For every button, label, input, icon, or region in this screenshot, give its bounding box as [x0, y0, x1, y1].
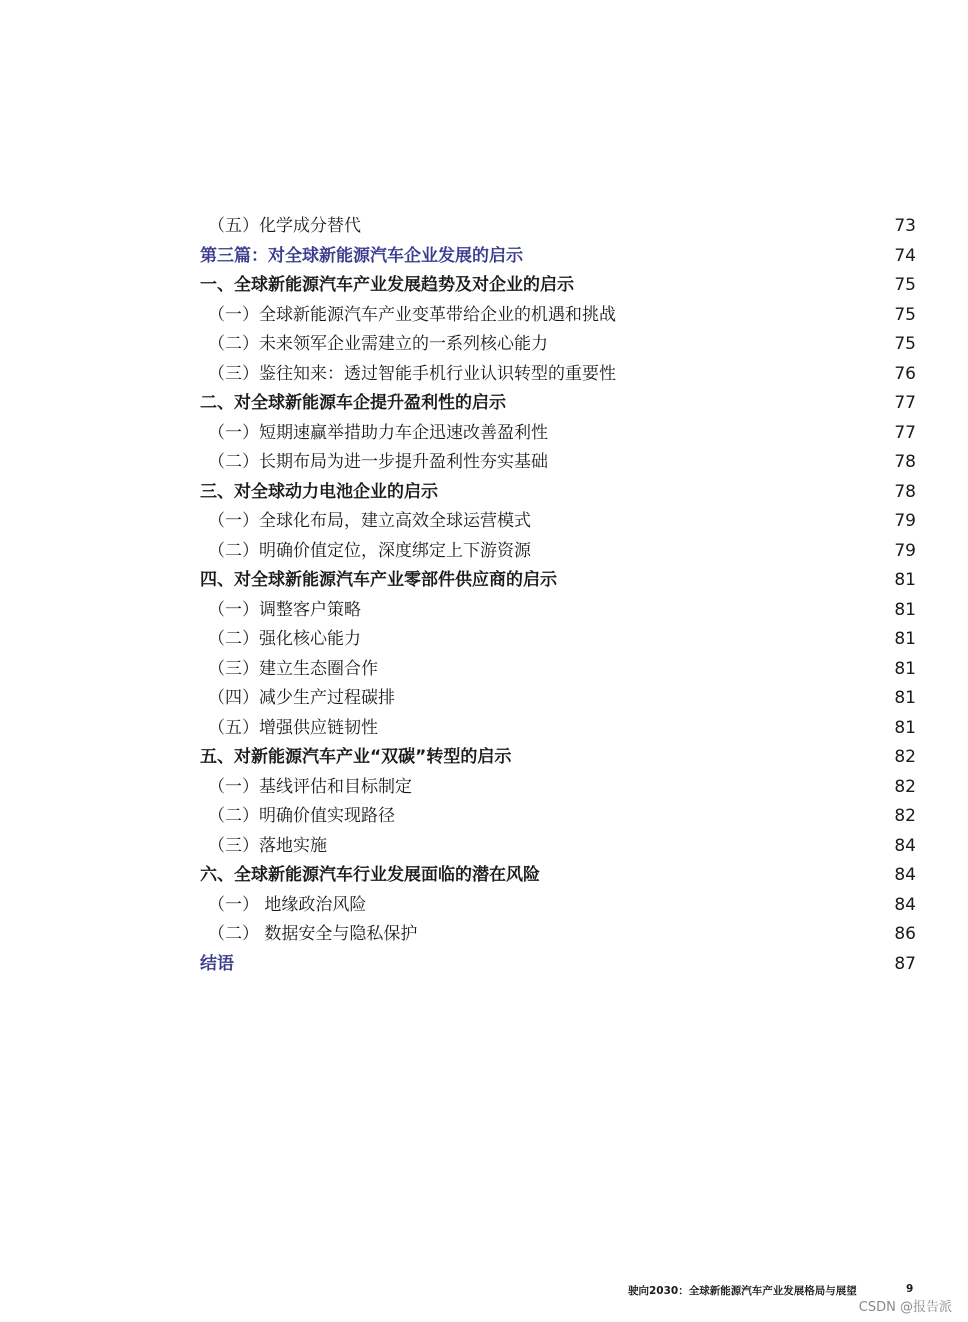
toc-entry-title: （三）建立生态圈合作 — [208, 658, 378, 679]
toc-entry-title: （二）明确价值实现路径 — [208, 806, 395, 826]
toc-row[interactable] — [200, 566, 916, 596]
toc-page-number: 81 — [894, 658, 916, 679]
toc-row[interactable] — [200, 861, 916, 891]
toc-page-number: 74 — [894, 245, 916, 266]
toc-page-number: 78 — [894, 481, 916, 502]
toc-entry-title: （五）化学成分替代 — [208, 216, 361, 236]
toc-page-number: 73 — [894, 216, 916, 236]
toc-row[interactable] — [200, 625, 916, 655]
toc-entry-title: （二）未来领军企业需建立的一系列核心能力 — [208, 334, 548, 354]
toc-entry-title: 第三篇：对全球新能源汽车企业发展的启示 — [200, 245, 523, 266]
toc-page-number: 75 — [894, 275, 916, 295]
toc-row[interactable] — [200, 360, 916, 390]
toc-entry-title: 四、对全球新能源汽车产业零部件供应商的启示 — [200, 570, 557, 590]
toc-page-number: 81 — [894, 688, 916, 708]
toc-page-number: 78 — [894, 452, 916, 472]
watermark: CSDN @报告派 — [858, 1300, 952, 1315]
toc-row[interactable] — [200, 891, 916, 921]
toc-row[interactable] — [200, 832, 916, 862]
toc-page-number: 75 — [894, 304, 916, 325]
toc-entry-title: （一）全球新能源汽车产业变革带给企业的机遇和挑战 — [208, 304, 616, 325]
toc-entry-title: （四）减少生产过程碳排 — [208, 688, 395, 708]
toc-row[interactable] — [200, 714, 916, 744]
footer-report-title: 驶向2030：全球新能源汽车产业发展格局与展望 — [628, 1285, 857, 1297]
toc-page-number: 75 — [894, 334, 916, 354]
toc-page-number: 82 — [894, 747, 916, 767]
toc-row[interactable] — [200, 448, 916, 478]
toc-page-number: 79 — [894, 511, 916, 531]
toc-row[interactable] — [200, 684, 916, 714]
toc-entry-title: 二、对全球新能源车企提升盈利性的启示 — [200, 393, 506, 413]
toc-row[interactable] — [200, 419, 916, 449]
toc-row[interactable] — [200, 596, 916, 626]
toc-row[interactable] — [200, 242, 916, 272]
toc-page-number: 81 — [894, 570, 916, 590]
toc-entry-title: （二） 数据安全与隐私保护 — [208, 924, 418, 944]
toc-row[interactable] — [200, 330, 916, 360]
toc-entry-title: （三）鉴往知来：透过智能手机行业认识转型的重要性 — [208, 363, 616, 384]
toc-row[interactable] — [200, 478, 916, 508]
toc-row[interactable] — [200, 802, 916, 832]
toc-page-number: 76 — [894, 363, 916, 384]
toc-entry-title: 一、全球新能源汽车产业发展趋势及对企业的启示 — [200, 275, 574, 295]
toc-page-number: 82 — [894, 776, 916, 797]
toc-entry-title: （一）短期速赢举措助力车企迅速改善盈利性 — [208, 422, 548, 443]
toc-page-number: 86 — [894, 924, 916, 944]
toc-entry-title: （二）长期布局为进一步提升盈利性夯实基础 — [208, 452, 548, 472]
toc-row[interactable] — [200, 920, 916, 950]
toc-page-number: 87 — [894, 953, 916, 974]
toc-page-number: 81 — [894, 717, 916, 738]
toc-entry-title: 五、对新能源汽车产业“双碳”转型的启示 — [200, 747, 512, 767]
toc-entry-title: （一） 地缘政治风险 — [208, 894, 367, 915]
toc-entry-title: （五）增强供应链韧性 — [208, 717, 378, 738]
toc-row[interactable] — [200, 773, 916, 803]
toc-row[interactable] — [200, 389, 916, 419]
toc-row[interactable] — [200, 743, 916, 773]
toc-entry-title: （二）强化核心能力 — [208, 629, 361, 649]
toc-row[interactable] — [200, 950, 916, 980]
toc-row[interactable] — [200, 655, 916, 685]
footer-page-number: 9 — [906, 1283, 914, 1295]
toc-page-number: 82 — [894, 806, 916, 826]
toc-page-number: 77 — [894, 393, 916, 413]
toc-page-number: 84 — [894, 865, 916, 885]
toc-page-number: 84 — [894, 835, 916, 856]
toc-entry-title: 结语 — [200, 953, 234, 974]
toc-entry-title: （一）基线评估和目标制定 — [208, 776, 412, 797]
toc-page-number: 84 — [894, 894, 916, 915]
toc-entry-title: （二）明确价值定位，深度绑定上下游资源 — [208, 540, 531, 561]
toc-page-number: 77 — [894, 422, 916, 443]
toc-entry-title: 六、全球新能源汽车行业发展面临的潜在风险 — [200, 865, 540, 885]
toc-row[interactable] — [200, 271, 916, 301]
toc-row[interactable] — [200, 537, 916, 567]
toc-entry-title: （一）全球化布局，建立高效全球运营模式 — [208, 511, 531, 531]
toc-entry-title: （一）调整客户策略 — [208, 599, 361, 620]
toc-page-number: 81 — [894, 629, 916, 649]
toc-row[interactable] — [200, 301, 916, 331]
toc-row[interactable] — [200, 212, 916, 242]
toc-page-number: 79 — [894, 540, 916, 561]
toc-page-number: 81 — [894, 599, 916, 620]
toc-row[interactable] — [200, 507, 916, 537]
toc-entry-title: 三、对全球动力电池企业的启示 — [200, 481, 438, 502]
table-of-contents — [200, 212, 916, 979]
toc-entry-title: （三）落地实施 — [208, 835, 327, 856]
